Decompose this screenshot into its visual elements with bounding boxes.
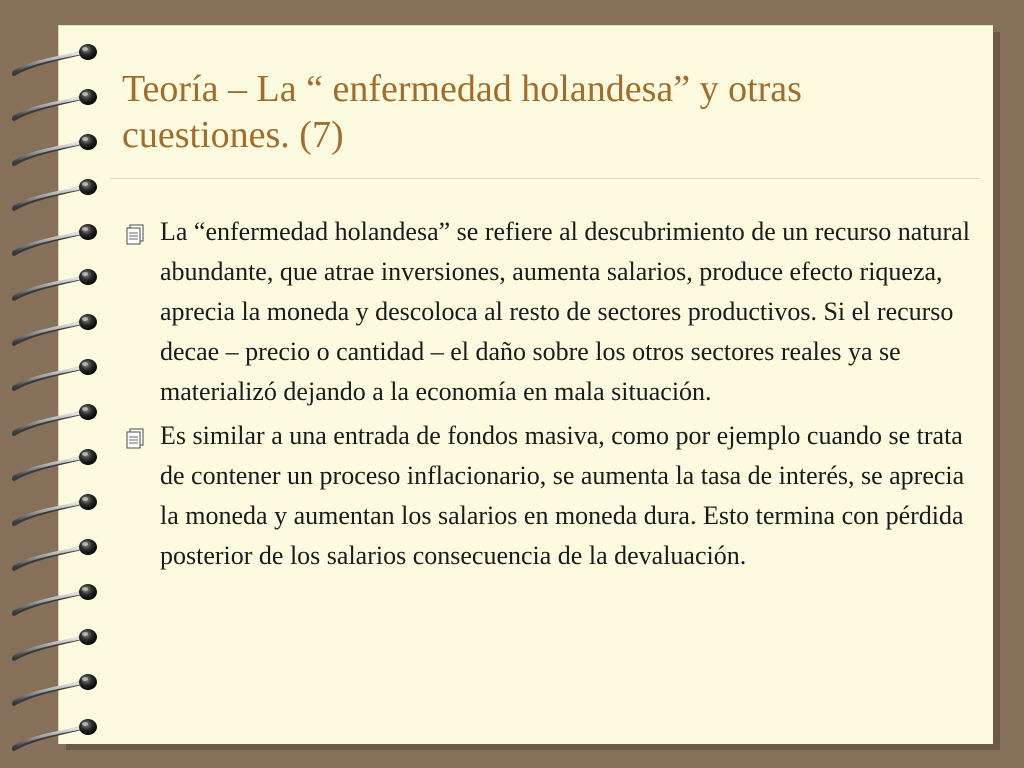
spiral-ring — [14, 179, 97, 209]
bullet-item — [120, 212, 980, 412]
spiral-ring — [14, 494, 97, 524]
notepad-icon — [124, 427, 146, 449]
spiral-ring — [14, 134, 97, 164]
spiral-ring — [14, 584, 97, 614]
spiral-ring — [14, 314, 97, 344]
slide-title: Teoría – La “ enfermedad holandesa” y otras cuestiones. (7) — [122, 68, 802, 156]
bullet-list — [120, 212, 980, 580]
spiral-ring — [14, 89, 97, 119]
title-divider — [110, 178, 980, 179]
spiral-ring — [14, 359, 97, 389]
spiral-ring — [14, 674, 97, 704]
bullet-text: Es similar a una entrada de fondos masiva, como por ejemplo cuando se trata de contener un proceso inflacionario, se aumenta la tasa de interés, se aprecia la moneda y aumentan los salarios en moneda dura. Esto termina con pérdida posterior de los salarios consecuencia de la devaluación. — [160, 421, 965, 570]
spiral-binding-icon — [0, 0, 110, 768]
bullet-item — [120, 416, 980, 576]
spiral-ring — [14, 224, 97, 254]
spiral-ring — [14, 539, 97, 569]
spiral-ring — [14, 719, 97, 749]
notepad-icon — [124, 223, 146, 245]
bullet-text: La “enfermedad holandesa” se refiere al descubrimiento de un recurso natural abundante, que atrae inversiones, aumenta salarios, produce efecto riqueza, aprecia la moneda y descoloca al resto de sectores productivos. Si el recurso decae – precio o cantidad – el daño sobre los otros sectores reales ya se materializó dejando a la economía en mala situación. — [160, 217, 970, 406]
spiral-ring — [14, 44, 97, 74]
spiral-ring — [14, 404, 97, 434]
spiral-ring — [14, 269, 97, 299]
spiral-ring — [14, 449, 97, 479]
spiral-ring — [14, 629, 97, 659]
